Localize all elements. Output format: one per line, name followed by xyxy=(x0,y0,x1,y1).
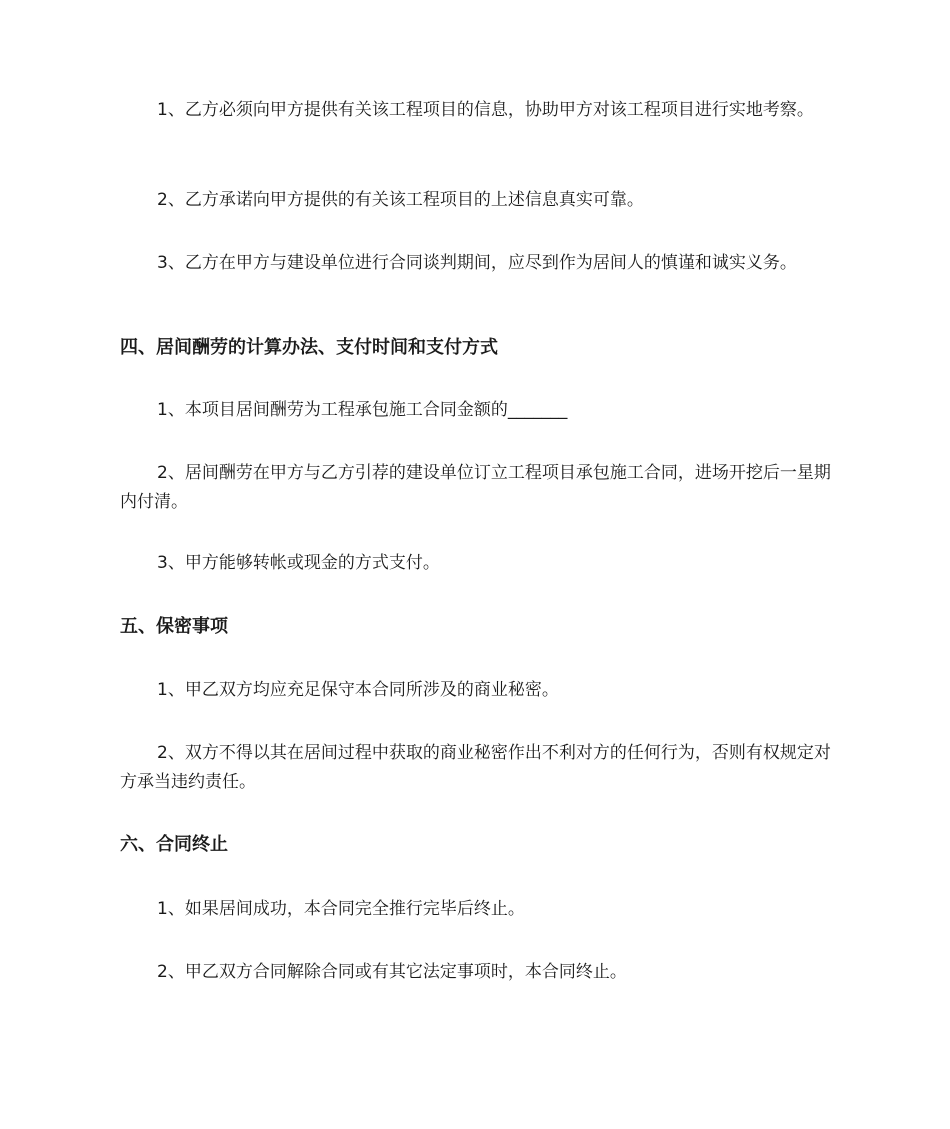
clause-6-2: 2、甲乙双方合同解除合同或有其它法定事项时，本合同终止。 xyxy=(157,962,627,982)
clause-3-2: 2、乙方承诺向甲方提供的有关该工程项目的上述信息真实可靠。 xyxy=(157,190,644,210)
clause-4-3: 3、甲方能够转帐或现金的方式支付。 xyxy=(157,553,440,573)
clause-3-1: 1、乙方必须向甲方提供有关该工程项目的信息，协助甲方对该工程项目进行实地考察。 xyxy=(157,100,814,120)
clause-5-2: 2、双方不得以其在居间过程中获取的商业秘密作出不利对方的任何行为，否则有权规定对方承当违约责任。 xyxy=(120,743,831,792)
clause-3-3: 3、乙方在甲方与建设单位进行合同谈判期间，应尽到作为居间人的慎谨和诚实义务。 xyxy=(157,253,797,273)
section-4-heading: 四、居间酬劳的计算办法、支付时间和支付方式 xyxy=(120,337,498,358)
clause-5-1: 1、甲乙双方均应充足保守本合同所涉及的商业秘密。 xyxy=(157,680,559,700)
clause-4-1: 1、本项目居间酬劳为工程承包施工合同金额的_______ xyxy=(157,400,568,420)
section-6-heading: 六、合同终止 xyxy=(120,834,228,855)
section-5-heading: 五、保密事项 xyxy=(120,616,228,637)
clause-4-2: 2、居间酬劳在甲方与乙方引荐的建设单位订立工程项目承包施工合同，进场开挖后一星期内付清。 xyxy=(120,463,831,512)
clause-6-1: 1、如果居间成功，本合同完全推行完毕后终止。 xyxy=(157,899,525,919)
